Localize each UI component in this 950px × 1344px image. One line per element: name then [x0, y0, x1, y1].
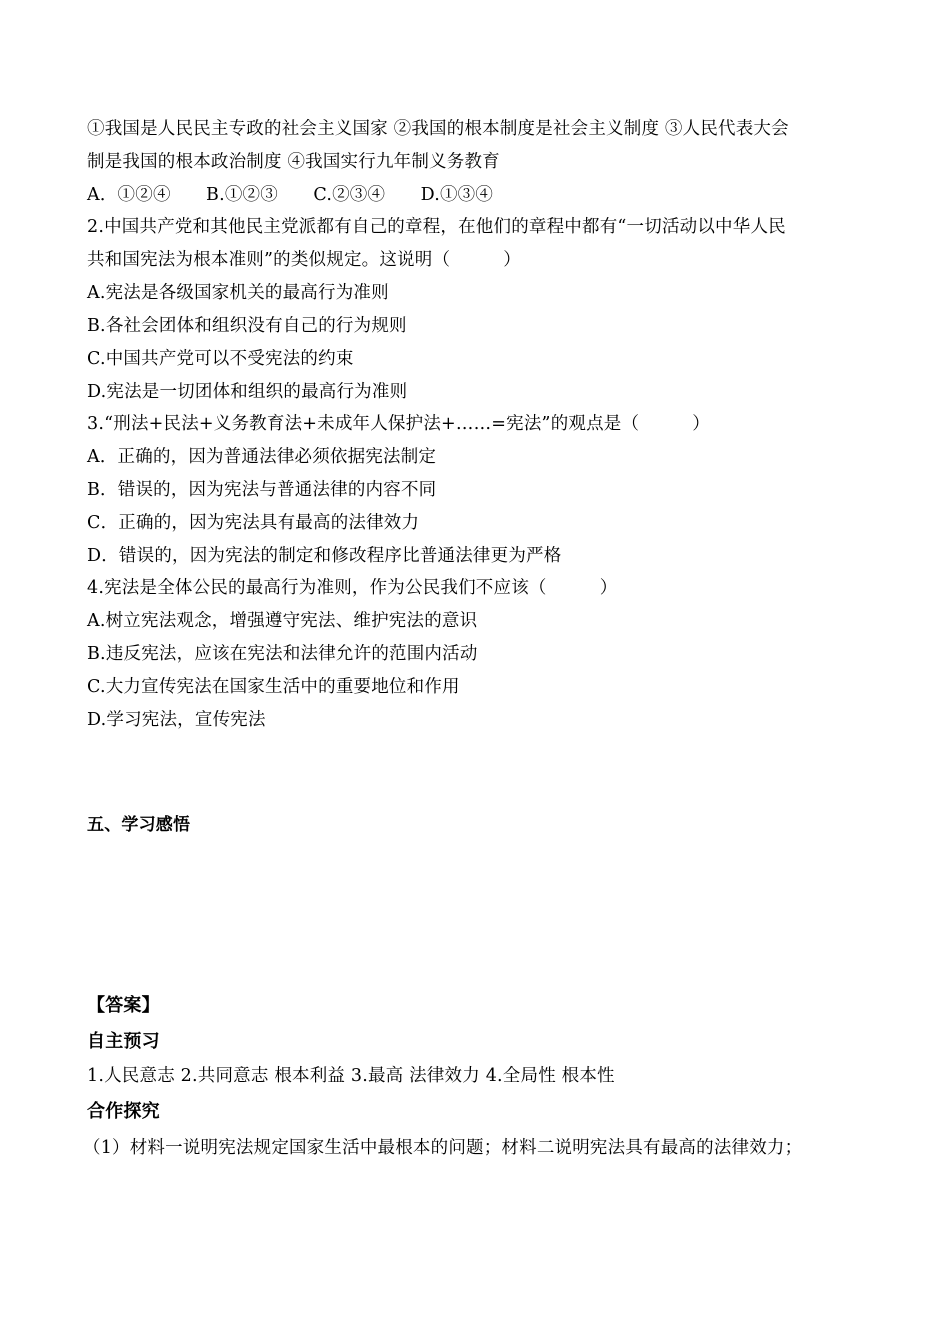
q4-stem: 4.宪法是全体公民的最高行为准则，作为公民我们不应该（ ） — [87, 578, 618, 598]
preview-heading: 自主预习 — [87, 1031, 160, 1052]
q1-option-line-2: 制是我国的根本政治制度 ④我国实行九年制义务教育 — [87, 152, 500, 172]
answers-heading: 【答案】 — [87, 995, 160, 1016]
q4-option-d: D.学习宪法，宣传宪法 — [87, 710, 266, 730]
q2-option-b: B.各社会团体和组织没有自己的行为规则 — [87, 316, 407, 336]
section-5-title: 五、学习感悟 — [87, 815, 191, 835]
preview-answers: 1.人民意志 2.共同意志 根本利益 3.最高 法律效力 4.全局性 根本性 — [87, 1066, 615, 1086]
q2-option-c: C.中国共产党可以不受宪法的约束 — [87, 349, 354, 369]
q3-option-b: B．错误的，因为宪法与普通法律的内容不同 — [87, 480, 437, 500]
q2-stem-line-2: 共和国宪法为根本准则”的类似规定。这说明（ ） — [87, 250, 521, 270]
q3-stem: 3.“刑法+民法+义务教育法+未成年人保护法+……=宪法”的观点是（ ） — [87, 414, 711, 434]
explore-heading: 合作探究 — [87, 1101, 160, 1122]
q3-option-a: A．正确的，因为普通法律必须依据宪法制定 — [87, 447, 437, 467]
q4-option-c: C.大力宣传宪法在国家生活中的重要地位和作用 — [87, 677, 460, 697]
q2-stem-line-1: 2.中国共产党和其他民主党派都有自己的章程，在他们的章程中都有“一切活动以中华人民 — [87, 217, 786, 237]
q3-option-c: C．正确的，因为宪法具有最高的法律效力 — [87, 513, 420, 533]
q3-option-d: D．错误的，因为宪法的制定和修改程序比普通法律更为严格 — [87, 546, 562, 566]
q1-option-line-1: ①我国是人民民主专政的社会主义国家 ②我国的根本制度是社会主义制度 ③人民代表大会 — [87, 119, 789, 139]
q4-option-b: B.违反宪法，应该在宪法和法律允许的范围内活动 — [87, 644, 478, 664]
q2-option-a: A.宪法是各级国家机关的最高行为准则 — [87, 283, 389, 303]
q2-option-d: D.宪法是一切团体和组织的最高行为准则 — [87, 382, 408, 402]
explore-answer-1: （1）材料一说明宪法规定国家生活中最根本的问题；材料二说明宪法具有最高的法律效力； — [83, 1138, 803, 1158]
q4-option-a: A.树立宪法观念，增强遵守宪法、维护宪法的意识 — [87, 611, 478, 631]
q1-choices: A．①②④ B.①②③ C.②③④ D.①③④ — [87, 185, 494, 205]
